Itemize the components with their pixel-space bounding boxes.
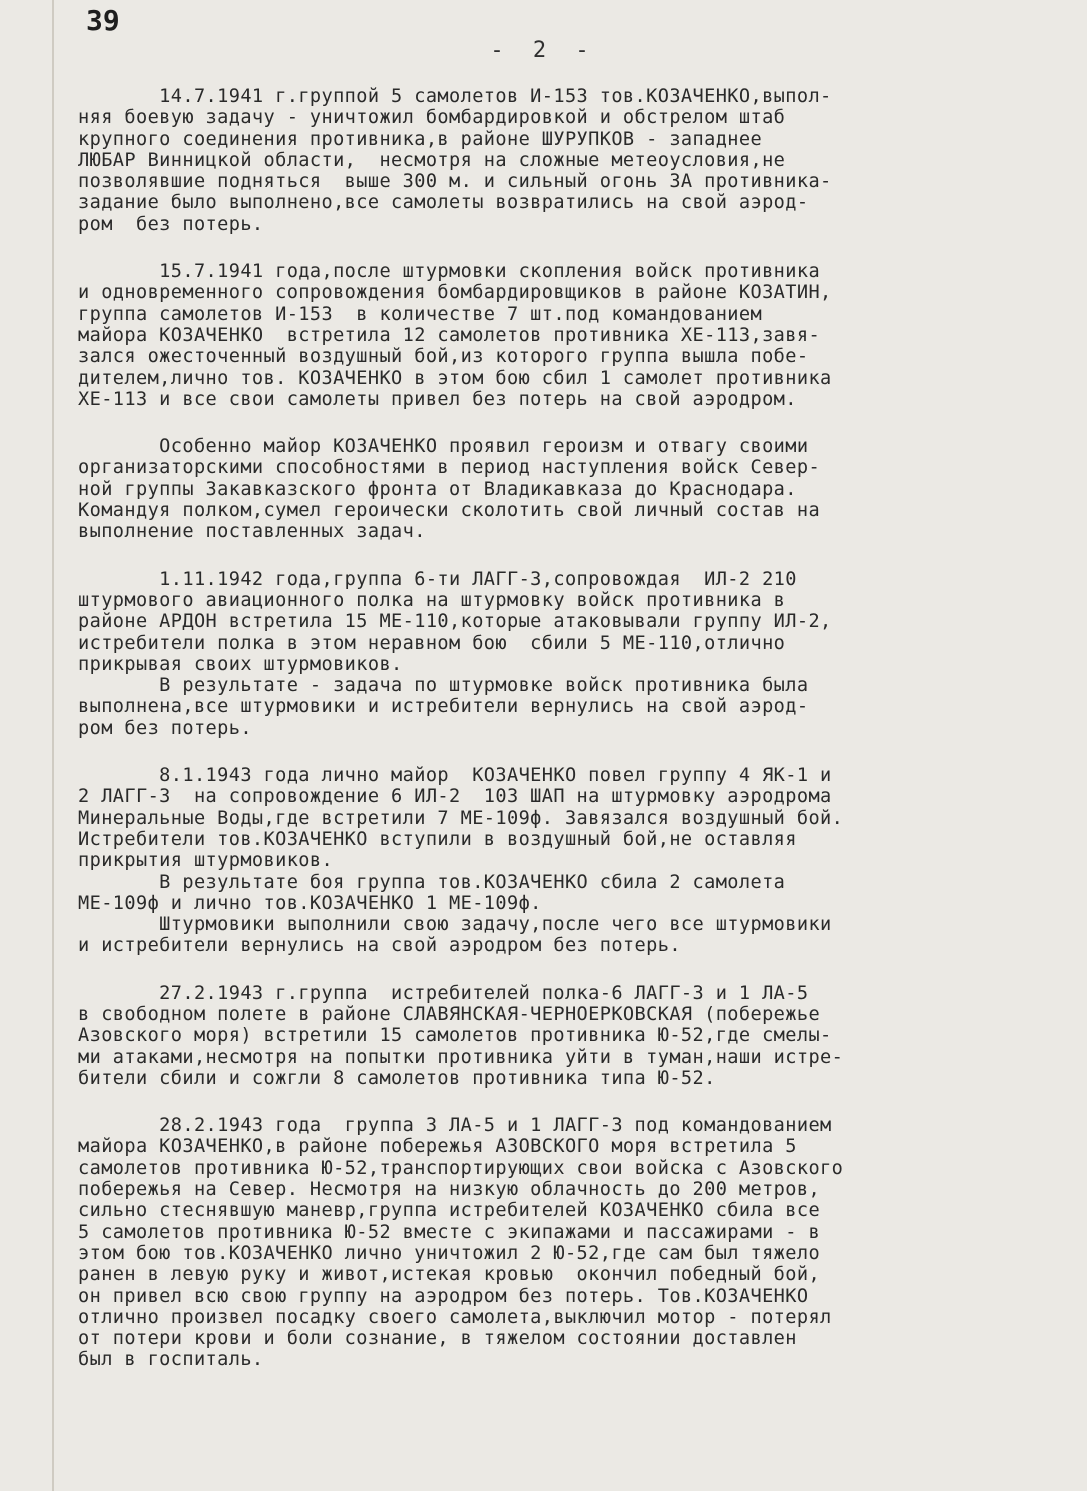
text-line: и истребители вернулись на свой аэродром без потерь. xyxy=(78,935,681,957)
text-line: от потери крови и боли сознание, в тяжелом состоянии доставлен xyxy=(78,1328,797,1350)
paragraph xyxy=(78,569,1048,739)
paragraph xyxy=(78,1115,1048,1371)
text-line: майора КОЗАЧЕНКО встретила 12 самолетов противника ХЕ-113,завя- xyxy=(78,324,821,346)
text-line: позволявшие подняться выше 300 м. и сильный огонь ЗА противника- xyxy=(78,171,832,193)
text-line: МЕ-109ф и лично тов.КОЗАЧЕНКО 1 МЕ-109ф. xyxy=(78,892,542,914)
text-line: Истребители тов.КОЗАЧЕНКО вступили в воздушный бой,не оставляя xyxy=(78,828,797,850)
text-line: Штурмовики выполнили свою задачу,после чего все штурмовики xyxy=(78,914,832,936)
paragraph xyxy=(78,765,1048,957)
text-line: ром без потерь. xyxy=(78,213,264,235)
text-line: ЛЮБАР Винницкой области, несмотря на сложные метеоусловия,не xyxy=(78,149,786,171)
paragraph xyxy=(78,436,1048,542)
text-line: ранен в левую руку и живот,истекая кровью окончил победный бой, xyxy=(78,1264,821,1286)
document-body xyxy=(78,86,1048,1397)
text-line: задание было выполнено,все самолеты возвратились на свой аэрод- xyxy=(78,192,809,214)
text-line: прикрытия штурмовиков. xyxy=(78,850,334,872)
text-line: Командуя полком,сумел героически сколотить свой личный состав на xyxy=(78,500,821,522)
text-line: он привел всю свою группу на аэродром без потерь. Тов.КОЗАЧЕНКО xyxy=(78,1285,809,1307)
text-line: майора КОЗАЧЕНКО,в районе побережья АЗОВСКОГО моря встретила 5 xyxy=(78,1136,797,1158)
text-line: штурмового авиационного полка на штурмовку войск противника в xyxy=(78,589,786,611)
text-line: крупного соединения противника,в районе ШУРУПКОВ - западнее xyxy=(78,128,763,150)
text-line: ной группы Закавказского фронта от Владикавказа до Краснодара. xyxy=(78,478,797,500)
text-line: 14.7.1941 г.группой 5 самолетов И-153 тов.КОЗАЧЕНКО,выпол- xyxy=(78,86,832,107)
text-line: 8.1.1943 года лично майор КОЗАЧЕНКО повел группу 4 ЯК-1 и xyxy=(78,765,832,787)
text-line: самолетов противника Ю-52,транспортирующих свои войска с Азовского xyxy=(78,1157,844,1179)
text-line: побережья на Север. Несмотря на низкую облачность до 200 метров, xyxy=(78,1179,821,1201)
text-line: Особенно майор КОЗАЧЕНКО проявил героизм и отвагу своими xyxy=(78,436,809,458)
text-line: выполнена,все штурмовики и истребители вернулись на свой аэрод- xyxy=(78,696,809,718)
text-line: В результате боя группа тов.КОЗАЧЕНКО сбила 2 самолета xyxy=(78,871,786,893)
text-line: няя боевую задачу - уничтожил бомбардировкой и обстрелом штаб xyxy=(78,107,786,129)
text-line: отлично произвел посадку своего самолета,выключил мотор - потерял xyxy=(78,1306,832,1328)
text-line: истребители полка в этом неравном бою сбили 5 МЕ-110,отлично xyxy=(78,632,786,654)
text-line: и одновременного сопровождения бомбардировщиков в районе КОЗАТИН, xyxy=(78,282,832,304)
paragraph xyxy=(78,261,1048,410)
text-line: районе АРДОН встретила 15 МЕ-110,которые атаковывали группу ИЛ-2, xyxy=(78,611,832,633)
text-line: прикрывая своих штурмовиков. xyxy=(78,653,403,675)
text-line: ХЕ-113 и все свои самолеты привел без потерь на свой аэродром. xyxy=(78,388,797,410)
text-line: сильно стеснявшую маневр,группа истребителей КОЗАЧЕНКО сбила все xyxy=(78,1200,821,1222)
archive-sheet-number: 39 xyxy=(86,4,120,37)
text-line: дителем,лично тов. КОЗАЧЕНКО в этом бою сбил 1 самолет противника xyxy=(78,367,832,389)
text-line: ром без потерь. xyxy=(78,717,252,739)
text-line: Азовского моря) встретили 15 самолетов противника Ю-52,где смелы- xyxy=(78,1025,832,1047)
page-edge-shadow xyxy=(52,0,54,1491)
text-line: 27.2.1943 г.группа истребителей полка-6 ЛАГГ-3 и 1 ЛА-5 xyxy=(78,982,809,1004)
text-line: организаторскими способностями в период наступления войск Север- xyxy=(78,457,821,479)
text-line: бители сбили и сожгли 8 самолетов противника типа Ю-52. xyxy=(78,1067,716,1089)
text-line: выполнение поставленных задач. xyxy=(78,521,426,543)
text-line: 2 ЛАГГ-3 на сопровождение 6 ИЛ-2 103 ШАП на штурмовку аэродрома xyxy=(78,786,832,808)
text-line: 1.11.1942 года,группа 6-ти ЛАГГ-3,сопровождая ИЛ-2 210 xyxy=(78,568,797,590)
text-line: ми атаками,несмотря на попытки противника уйти в туман,наши истре- xyxy=(78,1046,844,1068)
text-line: группа самолетов И-153 в количестве 7 шт.под командованием xyxy=(78,303,763,325)
text-line: 28.2.1943 года группа 3 ЛА-5 и 1 ЛАГГ-3 под командованием xyxy=(78,1115,832,1137)
paragraph xyxy=(78,983,1048,1089)
text-line: В результате - задача по штурмовке войск противника была xyxy=(78,675,809,697)
text-line: этом бою тов.КОЗАЧЕНКО лично уничтожил 2 Ю-52,где сам был тяжело xyxy=(78,1242,821,1264)
paragraph xyxy=(78,86,1048,235)
text-line: в свободном полете в районе СЛАВЯНСКАЯ-ЧЕРНОЕРКОВСКАЯ (побережье xyxy=(78,1003,821,1025)
text-line: 5 самолетов противника Ю-52 вместе с экипажами и пассажирами - в xyxy=(78,1221,821,1243)
text-line: зался ожесточенный воздушный бой,из которого группа вышла побе- xyxy=(78,346,809,368)
text-line: Минеральные Воды,где встретили 7 МЕ-109ф. Завязался воздушный бой. xyxy=(78,807,844,829)
text-line: 15.7.1941 года,после штурмовки скопления войск противника xyxy=(78,261,821,283)
page-number: - 2 - xyxy=(490,38,597,63)
text-line: был в госпиталь. xyxy=(78,1349,264,1371)
